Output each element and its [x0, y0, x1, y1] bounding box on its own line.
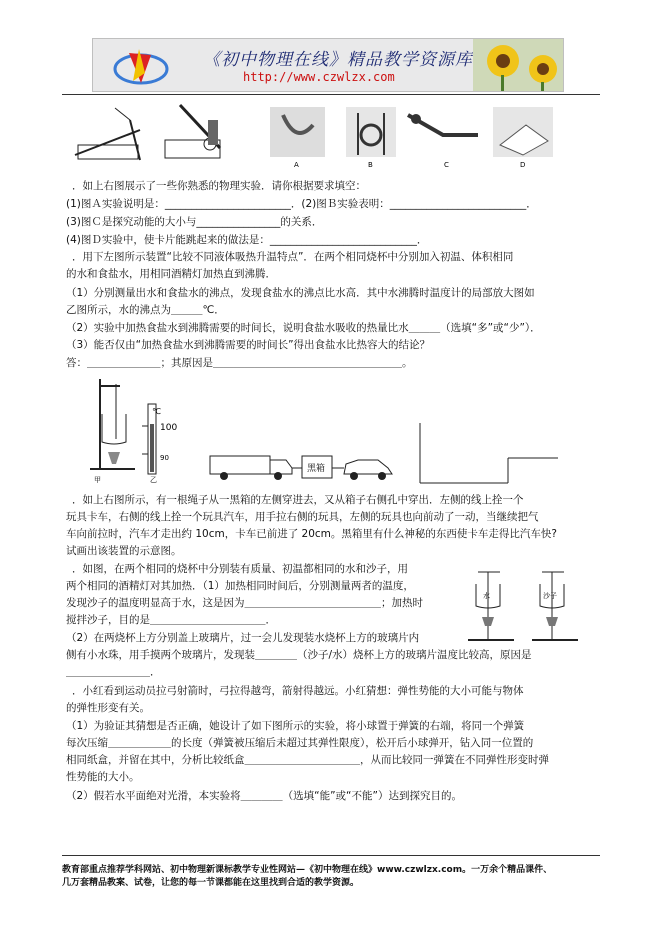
header-banner	[92, 38, 564, 92]
q1-intro: ．如上右图展示了一些你熟悉的物理实验．请你根据要求填空：	[72, 180, 366, 192]
beaker-thermometer-figure	[80, 374, 190, 486]
q4-part2-cont: 侧有小水珠，用手摸两个玻璃片，发现装＿＿＿＿（沙子/水）烧杯上方的玻璃片温度比较高，原因是	[66, 649, 532, 661]
thermometer-unit: ℃	[152, 407, 161, 416]
q2-part1: （1）分别测量出水和食盐水的沸点，发现食盐水的沸点比水高．其中水沸腾时温度计的局部放大图如	[66, 287, 535, 299]
beaker-water-label: 水	[483, 592, 490, 600]
beaker-sand-label: 沙子	[543, 592, 557, 600]
q2-part1-cont: 乙图所示，水的沸点为＿＿＿℃．	[66, 304, 225, 316]
footer-line-1: 教育部重点推荐学科网站、初中物理新课标教学专业性网站—《初中物理在线》www.czwlzx.com。一万余个精品课件、	[62, 865, 553, 875]
label-C: C	[444, 161, 449, 169]
q1-part3: (3)图Ｃ是探究动能的大小与________________的关系．	[66, 216, 323, 228]
thermometer-100: 100	[160, 423, 178, 433]
site-url: http://www.czwlzx.com	[243, 70, 395, 84]
experiment-photos-figure	[268, 105, 558, 170]
header-rule	[62, 94, 600, 95]
q2-intro: ．用下左图所示装置“比较不同液体吸热升温特点”．在两个相同烧杯中分别加入初温、体积相同	[72, 251, 514, 263]
q4-intro: ．如图，在两个相同的烧杯中分别装有质量、初温都相同的水和沙子，用	[72, 563, 408, 575]
q2-intro-cont: 的水和食盐水，用相同酒精灯加热直到沸腾．	[66, 268, 276, 280]
q1-part1-2: (1)图Ａ实验说明是：________________________．(2)图Ｂ实验表明：__________________________．	[66, 198, 537, 210]
rope-diagram-lines	[410, 418, 570, 488]
label-D: D	[520, 161, 526, 169]
q5-part1-cont3: 性势能的大小。	[66, 771, 140, 783]
site-logo	[111, 43, 171, 87]
q4-part2-answer: ＿＿＿＿＿＿＿＿．	[66, 666, 161, 678]
q2-part2: （2）实验中加热食盐水到沸腾需要的时间长，说明食盐水吸收的热量比水＿＿＿（选填“多”或“少”）．	[66, 322, 541, 334]
q5-intro-cont: 的弹性形变有关。	[66, 702, 150, 714]
q5-part1-cont2: 相同纸盒，并留在其中，分析比较纸盒＿＿＿＿＿＿＿＿＿＿＿，从而比较同一弹簧在不同弹性形变时弹	[66, 754, 549, 766]
fig-label-jia: 甲	[94, 476, 101, 484]
q5-part1: （1）为验证其猜想是否正确，她设计了如下图所示的实验，将小球置于弹簧的右端，将同一个弹簧	[66, 720, 525, 732]
q5-part1-cont1: 每次压缩＿＿＿＿＿＿的长度（弹簧被压缩后未超过其弹性限度），松开后小球弹开，钻入同一位置的	[66, 737, 534, 749]
black-box-label: 黑箱	[307, 464, 326, 474]
inclined-plane-apparatus-figure	[70, 100, 240, 172]
fig-label-yi: 乙	[150, 476, 157, 484]
q1-part4: (4)图Ｄ实验中，使卡片能跳起来的做法是：____________________________．	[66, 234, 428, 246]
q4-part2: （2）在两烧杯上方分别盖上玻璃片，过一会儿发现装水烧杯上方的玻璃片内	[66, 632, 420, 644]
q2-part3: （3）能否仅由“加热食盐水到沸腾需要的时间长”得出食盐水比热容大的结论？	[66, 339, 431, 351]
footer-rule	[62, 855, 600, 856]
sunflower-image	[473, 39, 563, 91]
q3-cont1: 玩具卡车，右侧的线上拴一个玩具汽车，用手拉右侧的玩具，左侧的玩具也向前动了一动，当继续把气	[66, 511, 539, 523]
water-sand-beakers-figure	[466, 562, 594, 646]
q3-cont2: 车向前拉时，汽车才走出约 10cm，卡车已前进了 20cm。黑箱里有什么神秘的东西使卡车走得比汽车快?	[66, 528, 557, 540]
footer-line-2: 几万套精品教案、试卷，让您的每一节课都能在这里找到合适的教学资源。	[62, 878, 360, 888]
q5-part2: （2）假若水平面绝对光滑，本实验将＿＿＿＿（选填“能”或“不能”）达到探究目的。	[66, 790, 462, 802]
label-A: A	[294, 161, 299, 169]
site-title: 《初中物理在线》精品教学资源库	[203, 50, 473, 70]
thermometer-90: 90	[160, 454, 169, 462]
q4-cont3: 搅拌沙子，目的是＿＿＿＿＿＿＿＿＿＿＿．	[66, 614, 276, 626]
q4-cont1: 两个相同的酒精灯对其加热．（1）加热相同时间后，分别测量两者的温度，	[66, 580, 414, 592]
q3-intro: ．如上右图所示，有一根绳子从一黑箱的左侧穿进去，又从箱子右侧孔中穿出．左侧的线上拴一个	[72, 494, 524, 506]
q5-intro: ．小红看到运动员拉弓射箭时，弓拉得越弯，箭射得越远。小红猜想：弹性势能的大小可能与物体	[72, 685, 524, 697]
q2-answer: 答：＿＿＿＿＿＿＿；其原因是＿＿＿＿＿＿＿＿＿＿＿＿＿＿＿＿＿＿。	[66, 357, 413, 369]
q3-cont3: 试画出该装置的示意图。	[66, 545, 182, 557]
q4-cont2: 发现沙子的温度明显高于水，这是因为＿＿＿＿＿＿＿＿＿＿＿＿＿；加热时	[66, 597, 423, 609]
label-B: B	[368, 161, 373, 169]
truck-blackbox-car-figure	[206, 446, 406, 484]
